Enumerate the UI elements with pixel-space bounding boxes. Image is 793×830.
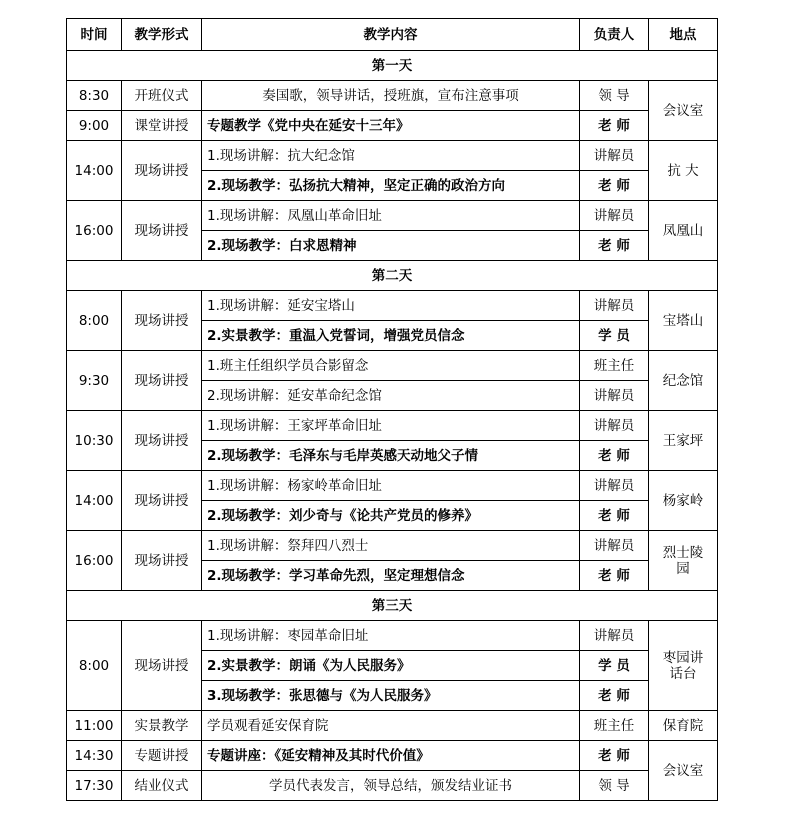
content-cell: 1.现场讲解：枣园革命旧址 — [202, 621, 580, 651]
time-cell: 14:30 — [67, 741, 122, 771]
owner-cell: 讲解员 — [580, 411, 649, 441]
table-row — [67, 531, 718, 561]
place-cell: 枣园讲话台 — [649, 621, 718, 711]
owner-cell: 领 导 — [580, 81, 649, 111]
time-cell: 9:30 — [67, 351, 122, 411]
table-row — [67, 201, 718, 231]
owner-cell: 讲解员 — [580, 201, 649, 231]
form-cell: 开班仪式 — [122, 81, 202, 111]
form-cell: 结业仪式 — [122, 771, 202, 801]
content-cell: 1.现场讲解：抗大纪念馆 — [202, 141, 580, 171]
owner-cell: 讲解员 — [580, 471, 649, 501]
owner-cell: 老 师 — [580, 231, 649, 261]
content-cell: 2.现场教学：学习革命先烈，坚定理想信念 — [202, 561, 580, 591]
form-cell: 现场讲授 — [122, 141, 202, 201]
form-cell: 现场讲授 — [122, 411, 202, 471]
content-cell: 1.现场讲解：凤凰山革命旧址 — [202, 201, 580, 231]
content-cell: 2.现场教学：刘少奇与《论共产党员的修养》 — [202, 501, 580, 531]
content-cell: 2.实景教学：重温入党誓词，增强党员信念 — [202, 321, 580, 351]
place-cell: 会议室 — [649, 741, 718, 801]
header-content: 教学内容 — [202, 19, 580, 51]
owner-cell: 讲解员 — [580, 531, 649, 561]
day-label: 第一天 — [67, 51, 718, 81]
place-cell: 王家坪 — [649, 411, 718, 471]
form-cell: 现场讲授 — [122, 471, 202, 531]
table-row — [67, 351, 718, 381]
owner-cell: 讲解员 — [580, 141, 649, 171]
content-cell: 1.现场讲解：延安宝塔山 — [202, 291, 580, 321]
table-row — [67, 771, 718, 801]
header-place: 地点 — [649, 19, 718, 51]
place-cell: 抗 大 — [649, 141, 718, 201]
time-cell: 14:00 — [67, 141, 122, 201]
form-cell: 现场讲授 — [122, 291, 202, 351]
form-cell: 现场讲授 — [122, 621, 202, 711]
place-cell: 烈士陵园 — [649, 531, 718, 591]
owner-cell: 老 师 — [580, 501, 649, 531]
owner-cell: 老 师 — [580, 171, 649, 201]
owner-cell: 班主任 — [580, 711, 649, 741]
content-cell: 1.班主任组织学员合影留念 — [202, 351, 580, 381]
content-cell: 专题讲座：《延安精神及其时代价值》 — [202, 741, 580, 771]
day-row — [67, 51, 718, 81]
content-cell: 2.现场教学：白求恩精神 — [202, 231, 580, 261]
table-row — [67, 471, 718, 501]
time-cell: 16:00 — [67, 201, 122, 261]
form-cell: 现场讲授 — [122, 351, 202, 411]
day-row — [67, 261, 718, 291]
day-label: 第二天 — [67, 261, 718, 291]
owner-cell: 老 师 — [580, 741, 649, 771]
content-cell: 1.现场讲解：王家坪革命旧址 — [202, 411, 580, 441]
form-cell: 现场讲授 — [122, 531, 202, 591]
table-row — [67, 711, 718, 741]
owner-cell: 学 员 — [580, 321, 649, 351]
time-cell: 8:30 — [67, 81, 122, 111]
content-cell: 2.实景教学：朗诵《为人民服务》 — [202, 651, 580, 681]
owner-cell: 讲解员 — [580, 621, 649, 651]
content-cell: 学员代表发言，领导总结，颁发结业证书 — [202, 771, 580, 801]
form-cell: 实景教学 — [122, 711, 202, 741]
schedule-table — [66, 18, 718, 801]
day-label: 第三天 — [67, 591, 718, 621]
content-cell: 2.现场教学：弘扬抗大精神，坚定正确的政治方向 — [202, 171, 580, 201]
owner-cell: 领 导 — [580, 771, 649, 801]
time-cell: 8:00 — [67, 291, 122, 351]
table-row — [67, 81, 718, 111]
owner-cell: 讲解员 — [580, 381, 649, 411]
owner-cell: 学 员 — [580, 651, 649, 681]
content-cell: 专题教学《党中央在延安十三年》 — [202, 111, 580, 141]
table-row — [67, 141, 718, 171]
place-cell: 纪念馆 — [649, 351, 718, 411]
form-cell: 现场讲授 — [122, 201, 202, 261]
owner-cell: 班主任 — [580, 351, 649, 381]
owner-cell: 老 师 — [580, 561, 649, 591]
table-row — [67, 621, 718, 651]
form-cell: 专题讲授 — [122, 741, 202, 771]
header-row — [67, 19, 718, 51]
owner-cell: 老 师 — [580, 111, 649, 141]
time-cell: 11:00 — [67, 711, 122, 741]
time-cell: 10:30 — [67, 411, 122, 471]
content-cell: 奏国歌，领导讲话，授班旗，宣布注意事项 — [202, 81, 580, 111]
owner-cell: 讲解员 — [580, 291, 649, 321]
content-cell: 1.现场讲解：杨家岭革命旧址 — [202, 471, 580, 501]
place-cell: 保育院 — [649, 711, 718, 741]
table-row — [67, 411, 718, 441]
owner-cell: 老 师 — [580, 441, 649, 471]
header-time: 时间 — [67, 19, 122, 51]
table-row — [67, 111, 718, 141]
content-cell: 2.现场讲解：延安革命纪念馆 — [202, 381, 580, 411]
form-cell: 课堂讲授 — [122, 111, 202, 141]
table-row — [67, 291, 718, 321]
place-cell: 杨家岭 — [649, 471, 718, 531]
table-row — [67, 741, 718, 771]
content-cell: 1.现场讲解：祭拜四八烈士 — [202, 531, 580, 561]
content-cell: 2.现场教学：毛泽东与毛岸英感天动地父子情 — [202, 441, 580, 471]
content-cell: 学员观看延安保育院 — [202, 711, 580, 741]
header-form: 教学形式 — [122, 19, 202, 51]
time-cell: 17:30 — [67, 771, 122, 801]
time-cell: 9:00 — [67, 111, 122, 141]
content-cell: 3.现场教学：张思德与《为人民服务》 — [202, 681, 580, 711]
place-cell: 凤凰山 — [649, 201, 718, 261]
place-cell: 会议室 — [649, 81, 718, 141]
header-owner: 负责人 — [580, 19, 649, 51]
time-cell: 14:00 — [67, 471, 122, 531]
place-cell: 宝塔山 — [649, 291, 718, 351]
owner-cell: 老 师 — [580, 681, 649, 711]
time-cell: 16:00 — [67, 531, 122, 591]
time-cell: 8:00 — [67, 621, 122, 711]
day-row — [67, 591, 718, 621]
